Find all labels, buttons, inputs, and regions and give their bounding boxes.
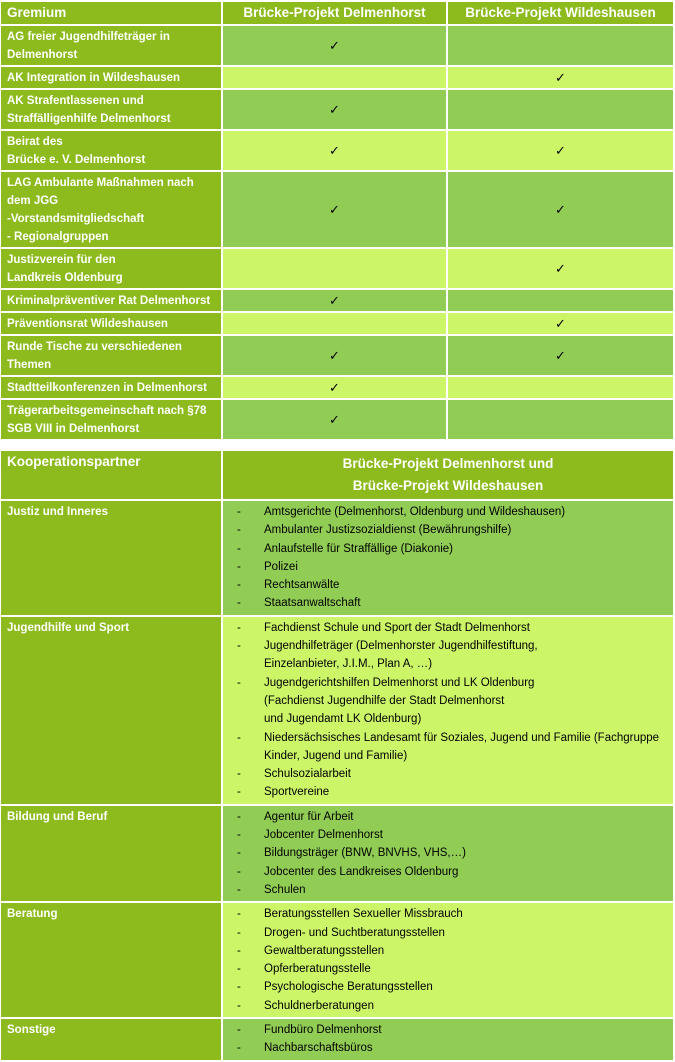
partner-item	[237, 1039, 667, 1057]
gremium-row	[1, 290, 673, 311]
wildeshausen-cell	[448, 313, 673, 334]
partner-table	[0, 449, 675, 1062]
partner-group-row	[1, 501, 673, 615]
partner-item	[237, 863, 667, 881]
partner-list-cell	[223, 806, 673, 901]
gremium-row	[1, 336, 673, 375]
gremium-name	[1, 249, 221, 288]
partner-item-line: und Jugendamt LK Oldenburg)	[264, 713, 422, 726]
bullet-dash-icon: -	[237, 926, 241, 939]
gremium-row	[1, 172, 673, 247]
wildeshausen-cell	[448, 172, 673, 247]
wildeshausen-cell	[448, 249, 673, 288]
partner-group-row	[1, 1019, 673, 1060]
partner-item-line: Schulen	[264, 883, 306, 896]
gremium-name-line: LAG Ambulante Maßnahmen nach	[7, 177, 194, 189]
gremium-row	[1, 67, 673, 88]
gremium-name-line: - Regionalgruppen	[7, 231, 109, 243]
bullet-dash-icon: -	[237, 542, 241, 555]
gremium-header-row	[1, 2, 673, 24]
partner-list-cell	[223, 1019, 673, 1060]
bullet-dash-icon: -	[237, 1024, 241, 1037]
partner-item-line: Niedersächsisches Landesamt für Soziales, Jugend und Familie (Fachgruppe	[264, 731, 660, 744]
partner-header: Kooperationspartner	[1, 451, 221, 499]
partner-item-line: Drogen- und Suchtberatungsstellen	[264, 926, 445, 939]
partner-item	[237, 1021, 667, 1039]
partner-group-label: Justiz und Inneres	[1, 501, 221, 615]
check-mark-icon: ✓	[329, 202, 340, 217]
partner-item-line: Agentur für Arbeit	[264, 810, 354, 823]
partner-item-line: Jobcenter Delmenhorst	[264, 829, 383, 842]
check-mark-icon: ✓	[329, 38, 340, 53]
gremium-name-line: AK Integration in Wildeshausen	[7, 72, 181, 84]
bullet-dash-icon: -	[237, 883, 241, 896]
partner-item	[237, 729, 667, 766]
partner-list-cell	[223, 903, 673, 1017]
check-mark-icon: ✓	[555, 348, 566, 363]
partner-item-line: Polizei	[264, 560, 298, 573]
partner-item	[237, 924, 667, 942]
delmenhorst-cell	[223, 172, 446, 247]
partner-item-line: Fundbüro Delmenhorst	[264, 1024, 382, 1037]
bullet-dash-icon: -	[237, 908, 241, 921]
partner-item	[237, 844, 667, 862]
gremium-name-line: Justizverein für den	[7, 254, 116, 266]
gremium-name-line: Brücke e. V. Delmenhorst	[7, 154, 146, 166]
partner-item-line: Bildungsträger (BNW, BNVHS, VHS,…)	[264, 847, 466, 860]
delmenhorst-cell	[223, 249, 446, 288]
gremium-name-line: Themen	[7, 359, 52, 371]
partner-item	[237, 765, 667, 783]
partner-item-line: Amtsgerichte (Delmenhorst, Oldenburg und Wildeshausen)	[264, 506, 566, 518]
bullet-dash-icon: -	[237, 810, 241, 823]
gremium-name	[1, 26, 221, 65]
bullet-dash-icon: -	[237, 865, 241, 878]
gremium-name-line: Landkreis Oldenburg	[7, 272, 123, 284]
bullet-dash-icon: -	[237, 524, 241, 537]
partner-list	[237, 1021, 667, 1058]
partner-item	[237, 905, 667, 923]
partner-item-line: Schulsozialarbeit	[264, 768, 351, 781]
gremium-name	[1, 172, 221, 247]
check-mark-icon: ✓	[329, 143, 340, 158]
delmenhorst-cell	[223, 26, 446, 65]
bullet-dash-icon: -	[237, 676, 241, 689]
partner-item-line: (Fachdienst Jugendhilfe der Stadt Delmenhorst	[264, 694, 505, 707]
partner-item-line: Staatsanwaltschaft	[264, 597, 361, 610]
gremium-row	[1, 249, 673, 288]
bullet-dash-icon: -	[237, 597, 241, 610]
partner-item	[237, 637, 667, 674]
gremium-name-line: Runde Tische zu verschiedenen	[7, 341, 182, 353]
partner-item	[237, 521, 667, 539]
bullet-dash-icon: -	[237, 506, 241, 518]
partner-item-line: Beratungsstellen Sexueller Missbrauch	[264, 908, 463, 921]
check-mark-icon: ✓	[329, 412, 340, 427]
gremium-name-line: Stadtteilkonferenzen in Delmenhorst	[7, 382, 208, 394]
bullet-dash-icon: -	[237, 731, 241, 744]
partner-item	[237, 808, 667, 826]
gremium-name	[1, 336, 221, 375]
gremium-row	[1, 400, 673, 439]
partner-list	[237, 503, 667, 613]
gremium-name	[1, 67, 221, 88]
wildeshausen-cell	[448, 336, 673, 375]
partner-group-label: Beratung	[1, 903, 221, 1017]
delmenhorst-cell	[223, 377, 446, 398]
gremium-name-line: Präventionsrat Wildeshausen	[7, 318, 168, 330]
partner-item	[237, 997, 667, 1015]
partner-list	[237, 619, 667, 802]
check-mark-icon: ✓	[555, 70, 566, 85]
partner-item	[237, 826, 667, 844]
wildeshausen-cell	[448, 26, 673, 65]
gremium-name	[1, 290, 221, 311]
delmenhorst-header: Brücke-Projekt Delmenhorst	[223, 2, 446, 24]
check-mark-icon: ✓	[329, 380, 340, 395]
gremium-row	[1, 377, 673, 398]
bullet-dash-icon: -	[237, 579, 241, 592]
delmenhorst-cell	[223, 336, 446, 375]
partner-group-label: Bildung und Beruf	[1, 806, 221, 901]
partner-item-line: Ambulanter Justizsozialdienst (Bewährungshilfe)	[264, 524, 512, 537]
gremium-row	[1, 313, 673, 334]
bullet-dash-icon: -	[237, 829, 241, 842]
gremium-name-line: Trägerarbeitsgemeinschaft nach §78	[7, 405, 207, 417]
partner-item-line: Nachbarschaftsbüros	[264, 1042, 373, 1055]
gremium-name	[1, 131, 221, 170]
partner-list-cell	[223, 617, 673, 804]
delmenhorst-cell	[223, 131, 446, 170]
wildeshausen-cell	[448, 377, 673, 398]
partner-item	[237, 881, 667, 899]
bullet-dash-icon: -	[237, 621, 241, 634]
gremium-name-line: Beirat des	[7, 136, 63, 148]
partner-item-line: Gewaltberatungsstellen	[264, 944, 385, 957]
partner-item-line: Einzelanbieter, J.I.M., Plan A, …)	[264, 658, 433, 671]
partner-group-row	[1, 806, 673, 901]
partner-item-line: Anlaufstelle für Straffällige (Diakonie)	[264, 542, 453, 555]
gremium-name	[1, 313, 221, 334]
partner-list	[237, 905, 667, 1015]
projects-header-line: Brücke-Projekt Wildeshausen	[352, 478, 544, 493]
gremium-name-line: Delmenhorst	[7, 49, 78, 61]
delmenhorst-cell	[223, 90, 446, 129]
delmenhorst-cell	[223, 313, 446, 334]
gremium-row	[1, 26, 673, 65]
gremium-row	[1, 131, 673, 170]
gremium-name-line: AG freier Jugendhilfeträger in	[7, 31, 170, 43]
bullet-dash-icon: -	[237, 847, 241, 860]
partner-item-line: Jugendhilfeträger (Delmenhorster Jugendhilfestiftung,	[264, 640, 538, 653]
partner-item	[237, 540, 667, 558]
projects-header	[223, 451, 673, 499]
partner-item	[237, 558, 667, 576]
delmenhorst-cell	[223, 290, 446, 311]
wildeshausen-cell	[448, 90, 673, 129]
bullet-dash-icon: -	[237, 768, 241, 781]
gremium-name-line: -Vorstandsmitgliedschaft	[7, 213, 145, 225]
gremium-row	[1, 90, 673, 129]
partner-item	[237, 503, 667, 521]
partner-item-line: Opferberatungsstelle	[264, 963, 371, 976]
wildeshausen-cell	[448, 131, 673, 170]
partner-list-cell	[223, 501, 673, 615]
gremium-name	[1, 377, 221, 398]
check-mark-icon: ✓	[329, 348, 340, 363]
partner-item	[237, 960, 667, 978]
partner-item	[237, 978, 667, 996]
gremium-name-line: AK Strafentlassenen und	[7, 95, 144, 107]
partner-item-line: Schuldnerberatungen	[264, 999, 374, 1012]
check-mark-icon: ✓	[555, 261, 566, 276]
bullet-dash-icon: -	[237, 786, 241, 799]
partner-item	[237, 594, 667, 612]
wildeshausen-cell	[448, 67, 673, 88]
partner-item-line: Rechtsanwälte	[264, 579, 340, 592]
partner-item-line: Psychologische Beratungsstellen	[264, 981, 433, 994]
gremium-name	[1, 90, 221, 129]
delmenhorst-cell	[223, 67, 446, 88]
partner-list	[237, 808, 667, 899]
gremium-table	[0, 0, 675, 441]
projects-header-line: Brücke-Projekt Delmenhorst und	[342, 456, 554, 471]
bullet-dash-icon: -	[237, 963, 241, 976]
partner-item	[237, 783, 667, 801]
gremium-name-line: dem JGG	[7, 195, 59, 207]
delmenhorst-cell	[223, 400, 446, 439]
partner-item-line: Jugendgerichtshilfen Delmenhorst und LK Oldenburg	[264, 676, 535, 689]
wildeshausen-cell	[448, 290, 673, 311]
wildeshausen-header: Brücke-Projekt Wildeshausen	[448, 2, 673, 24]
wildeshausen-cell	[448, 400, 673, 439]
partner-group-label: Jugendhilfe und Sport	[1, 617, 221, 804]
partner-header-row	[1, 451, 673, 499]
bullet-dash-icon: -	[237, 560, 241, 573]
gremium-name-line: SGB VIII in Delmenhorst	[7, 423, 140, 435]
check-mark-icon: ✓	[555, 202, 566, 217]
partner-item-line: Kinder, Jugend und Familie)	[264, 749, 408, 762]
partner-group-label: Sonstige	[1, 1019, 221, 1060]
partner-group-row	[1, 617, 673, 804]
bullet-dash-icon: -	[237, 1042, 241, 1055]
gremium-name-line: Straffälligenhilfe Delmenhorst	[7, 113, 171, 125]
check-mark-icon: ✓	[555, 143, 566, 158]
bullet-dash-icon: -	[237, 999, 241, 1012]
gremium-name	[1, 400, 221, 439]
partner-item	[237, 619, 667, 637]
check-mark-icon: ✓	[555, 316, 566, 331]
bullet-dash-icon: -	[237, 640, 241, 653]
gremium-name-line: Kriminalpräventiver Rat Delmenhorst	[7, 295, 211, 307]
bullet-dash-icon: -	[237, 944, 241, 957]
partner-item-line: Fachdienst Schule und Sport der Stadt Delmenhorst	[264, 621, 530, 634]
check-mark-icon: ✓	[329, 102, 340, 117]
gremium-header: Gremium	[1, 2, 221, 24]
partner-item	[237, 942, 667, 960]
bullet-dash-icon: -	[237, 981, 241, 994]
partner-group-row	[1, 903, 673, 1017]
check-mark-icon: ✓	[329, 293, 340, 308]
partner-item-line: Sportvereine	[264, 786, 330, 799]
partner-item-line: Jobcenter des Landkreises Oldenburg	[264, 865, 459, 878]
partner-item	[237, 576, 667, 594]
partner-item	[237, 674, 667, 729]
